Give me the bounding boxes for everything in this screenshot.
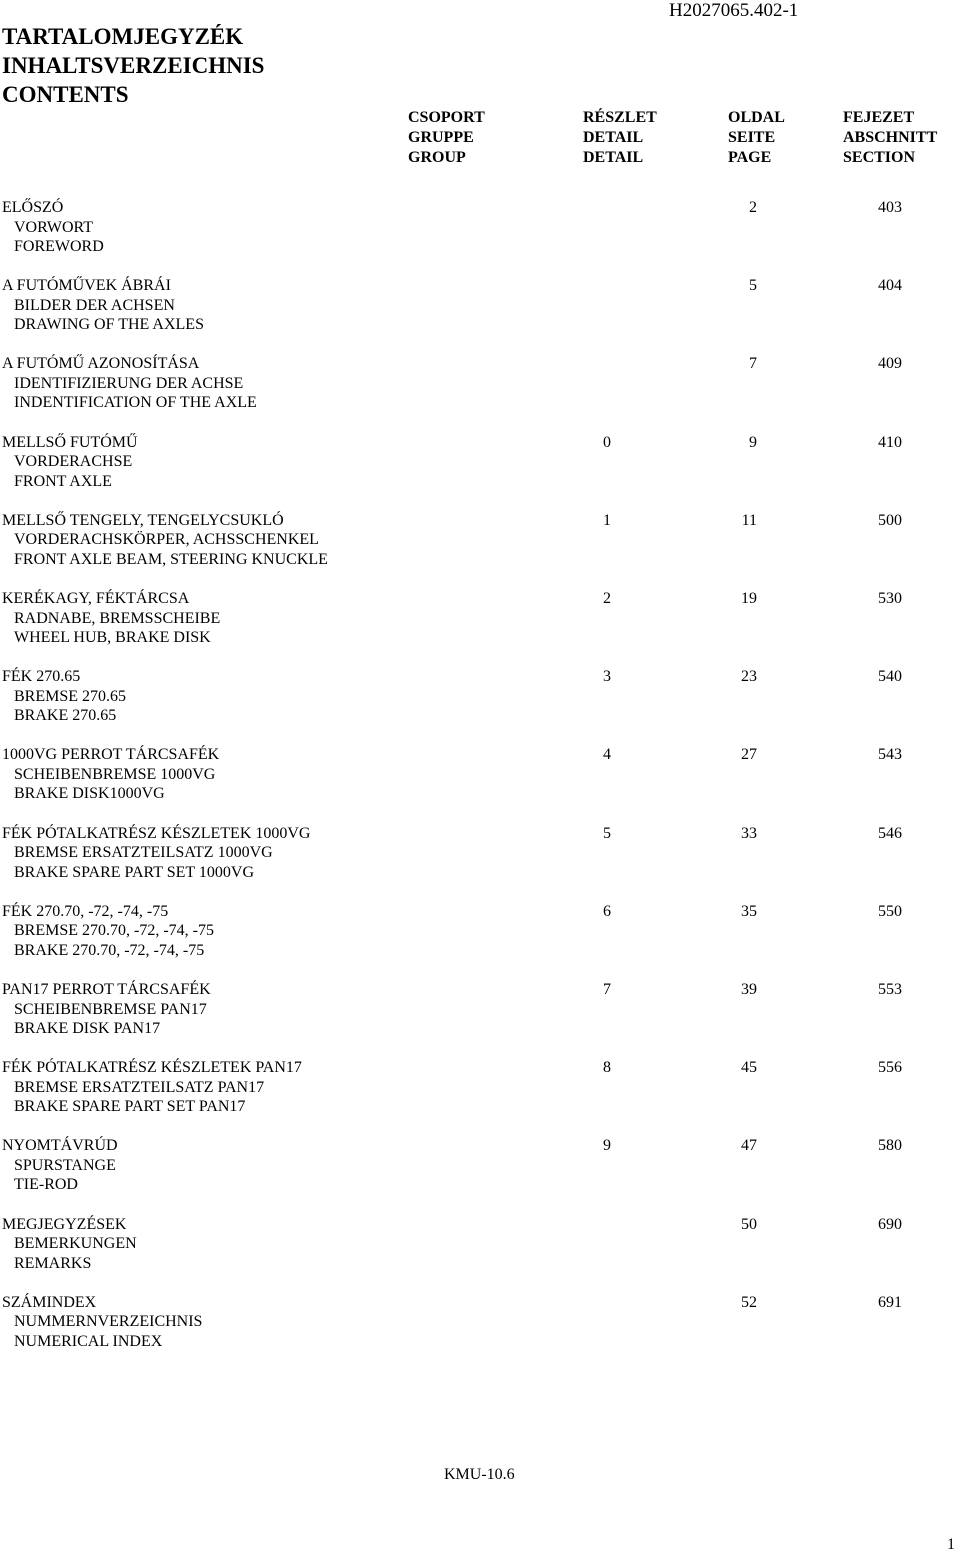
column-header-line: PAGE: [728, 149, 772, 166]
toc-entry-title: DRAWING OF THE AXLES: [14, 316, 204, 334]
toc-entry-title: VORWORT: [14, 218, 94, 236]
toc-entry[interactable]: [0, 980, 960, 1040]
toc-entry-detail: 23: [741, 668, 757, 686]
toc-entry-page: 540: [878, 668, 902, 686]
toc-entry-detail: 5: [749, 277, 757, 295]
toc-entry-detail: 39: [741, 981, 757, 998]
toc-entry-title: FRONT AXLE: [14, 472, 112, 490]
column-header-group: [408, 108, 485, 168]
toc-entry-title: FÉK 270.70, -72, -74, -75: [2, 902, 169, 920]
toc-entry-title: FRONT AXLE BEAM, STEERING KNUCKLE: [14, 550, 328, 568]
toc-entry-title: WHEEL HUB, BRAKE DISK: [14, 629, 211, 646]
toc-entry-title: BREMSE 270.65: [14, 687, 127, 705]
toc-entry-detail: 11: [741, 511, 757, 529]
toc-entry-title: BREMSE ERSATZTEILSATZ 1000VG: [14, 844, 273, 862]
column-header-line: SECTION: [843, 149, 916, 166]
toc-entry-title: FOREWORD: [14, 238, 104, 255]
column-header-line: OLDAL: [728, 109, 785, 126]
toc-entry-detail: 19: [741, 590, 757, 607]
toc-entry-detail: 52: [741, 1293, 757, 1311]
toc-entry-group: 4: [603, 746, 611, 764]
column-header-line: SEITE: [728, 129, 776, 146]
toc-entry-group: 7: [603, 981, 611, 998]
toc-entry-detail: 35: [741, 902, 757, 920]
toc-entry-title: FÉK 270.65: [2, 668, 81, 686]
toc-entry-title: MELLSŐ FUTÓMŰ: [2, 433, 138, 451]
toc-entry-title: BEMERKUNGEN: [14, 1235, 137, 1253]
toc-entry[interactable]: [0, 745, 960, 805]
toc-entry-page: 556: [878, 1059, 902, 1077]
column-header-line: FEJEZET: [843, 109, 915, 126]
toc-entry-title: BRAKE SPARE PART SET PAN17: [14, 1098, 246, 1116]
toc-entry-group: 9: [603, 1137, 611, 1155]
toc-entry[interactable]: [0, 1058, 960, 1118]
toc-entry-page: 690: [878, 1215, 902, 1233]
toc-entry[interactable]: [0, 433, 960, 493]
toc-entry-title: KERÉKAGY, FÉKTÁRCSA: [2, 590, 190, 607]
toc-entry-group: 1: [603, 511, 611, 529]
toc-entry-detail: 27: [741, 746, 757, 764]
toc-entry-title: BRAKE 270.70, -72, -74, -75: [14, 941, 205, 959]
toc-entry-title: NYOMTÁVRÚD: [2, 1137, 118, 1155]
toc-entry-detail: 50: [741, 1215, 757, 1233]
toc-entry-title: ELŐSZÓ: [2, 199, 64, 216]
toc-entry-page: 553: [878, 981, 902, 998]
title-hungarian: TARTALOMJEGYZÉK: [2, 24, 244, 49]
toc-entry-page: 409: [878, 355, 902, 373]
toc-entry-page: 404: [878, 277, 902, 295]
column-header-line: GROUP: [408, 149, 466, 166]
toc-entry-title: A FUTÓMŰVEK ÁBRÁI: [2, 277, 171, 295]
column-header-line: DETAIL: [583, 149, 644, 166]
column-header-line: DETAIL: [583, 129, 644, 146]
toc-entry-title: BRAKE DISK PAN17: [14, 1020, 161, 1037]
toc-entry-title: FÉK PÓTALKATRÉSZ KÉSZLETEK 1000VG: [2, 824, 311, 842]
toc-entry-title: IDENTIFIZIERUNG DER ACHSE: [14, 374, 244, 392]
page-number: 1: [947, 1536, 955, 1553]
toc-entry-title: RADNABE, BREMSSCHEIBE: [14, 609, 221, 627]
toc-entry-title: BRAKE DISK1000VG: [14, 785, 165, 803]
column-header-line: GRUPPE: [408, 129, 474, 146]
toc-entry-page: 410: [878, 433, 902, 451]
toc-entry[interactable]: [0, 1136, 960, 1196]
column-header-line: CSOPORT: [408, 109, 485, 126]
toc-entry-title: SZÁMINDEX: [2, 1293, 97, 1311]
toc-entry-title: VORDERACHSE: [14, 453, 133, 471]
toc-entry-title: BREMSE ERSATZTEILSATZ PAN17: [14, 1078, 265, 1096]
toc-entry-title: PAN17 PERROT TÁRCSAFÉK: [2, 981, 211, 998]
toc-entry-page: 403: [878, 199, 902, 216]
toc-entry-title: BREMSE 270.70, -72, -74, -75: [14, 922, 214, 940]
column-header-line: RÉSZLET: [583, 109, 657, 126]
toc-entry-title: FÉK PÓTALKATRÉSZ KÉSZLETEK PAN17: [2, 1059, 302, 1077]
toc-entry-title: INDENTIFICATION OF THE AXLE: [14, 394, 257, 412]
toc-entry-title: MEGJEGYZÉSEK: [2, 1215, 127, 1233]
column-header-detail: [583, 108, 657, 168]
toc-entry-detail: 9: [749, 433, 757, 451]
toc-entry[interactable]: [0, 1215, 960, 1275]
toc-entry[interactable]: [0, 198, 960, 258]
toc-entry[interactable]: [0, 511, 960, 571]
toc-entry[interactable]: [0, 667, 960, 727]
toc-entry-detail: 2: [749, 199, 757, 216]
toc-entry-page: 550: [878, 902, 902, 920]
toc-entry-detail: 7: [749, 355, 757, 373]
toc-entry-page: 530: [878, 590, 902, 607]
toc-entry-title: SPURSTANGE: [14, 1156, 116, 1174]
toc-entry-title: A FUTÓMŰ AZONOSÍTÁSA: [2, 355, 200, 373]
page-title: [2, 22, 264, 109]
toc-entry-page: 691: [878, 1293, 902, 1311]
toc-entry-detail: 47: [741, 1137, 757, 1155]
title-german: INHALTSVERZEICHNIS: [2, 53, 265, 78]
toc-entry-title: TIE-ROD: [14, 1176, 78, 1194]
toc-entry-group: 8: [603, 1059, 611, 1077]
toc-entry-detail: 45: [741, 1059, 757, 1077]
toc-entry-title: BRAKE SPARE PART SET 1000VG: [14, 863, 254, 881]
toc-entry-group: 6: [603, 902, 611, 920]
toc-entry[interactable]: [0, 1293, 960, 1353]
toc-entry-title: MELLSŐ TENGELY, TENGELYCSUKLÓ: [2, 511, 284, 529]
toc-entry-group: 0: [603, 433, 611, 451]
column-header-line: ABSCHNITT: [843, 129, 938, 146]
footer-code: KMU-10.6: [444, 1466, 515, 1483]
toc-entry-page: 546: [878, 824, 902, 842]
toc-entry-title: 1000VG PERROT TÁRCSAFÉK: [2, 746, 220, 764]
toc-entry[interactable]: [0, 902, 960, 962]
toc-entry[interactable]: [0, 824, 960, 884]
toc-entry-page: 500: [878, 511, 902, 529]
toc-entry-title: NUMMERNVERZEICHNIS: [14, 1313, 203, 1331]
toc-entry[interactable]: [0, 276, 960, 336]
toc-entry-title: NUMERICAL INDEX: [14, 1332, 163, 1350]
toc-entry-title: SCHEIBENBREMSE PAN17: [14, 1000, 207, 1018]
toc-entry-title: REMARKS: [14, 1254, 92, 1272]
toc-entry-page: 580: [878, 1137, 902, 1155]
toc-entry-page: 543: [878, 746, 902, 764]
toc-entry-group: 5: [603, 824, 611, 842]
toc-entry-title: SCHEIBENBREMSE 1000VG: [14, 765, 216, 783]
toc-entry-detail: 33: [741, 824, 757, 842]
column-header-section: [843, 108, 937, 168]
column-header-page: [728, 108, 785, 168]
toc-entry-title: VORDERACHSKÖRPER, ACHSSCHENKEL: [14, 531, 319, 549]
toc-entry[interactable]: [0, 354, 960, 414]
toc-entry-title: BILDER DER ACHSEN: [14, 296, 175, 314]
toc-entry-group: 2: [603, 590, 611, 607]
title-english: CONTENTS: [2, 82, 129, 107]
document-id: H2027065.402-1: [669, 0, 799, 21]
toc-entry[interactable]: [0, 589, 960, 649]
toc-entry-group: 3: [603, 668, 611, 686]
toc-entry-title: BRAKE 270.65: [14, 707, 117, 725]
